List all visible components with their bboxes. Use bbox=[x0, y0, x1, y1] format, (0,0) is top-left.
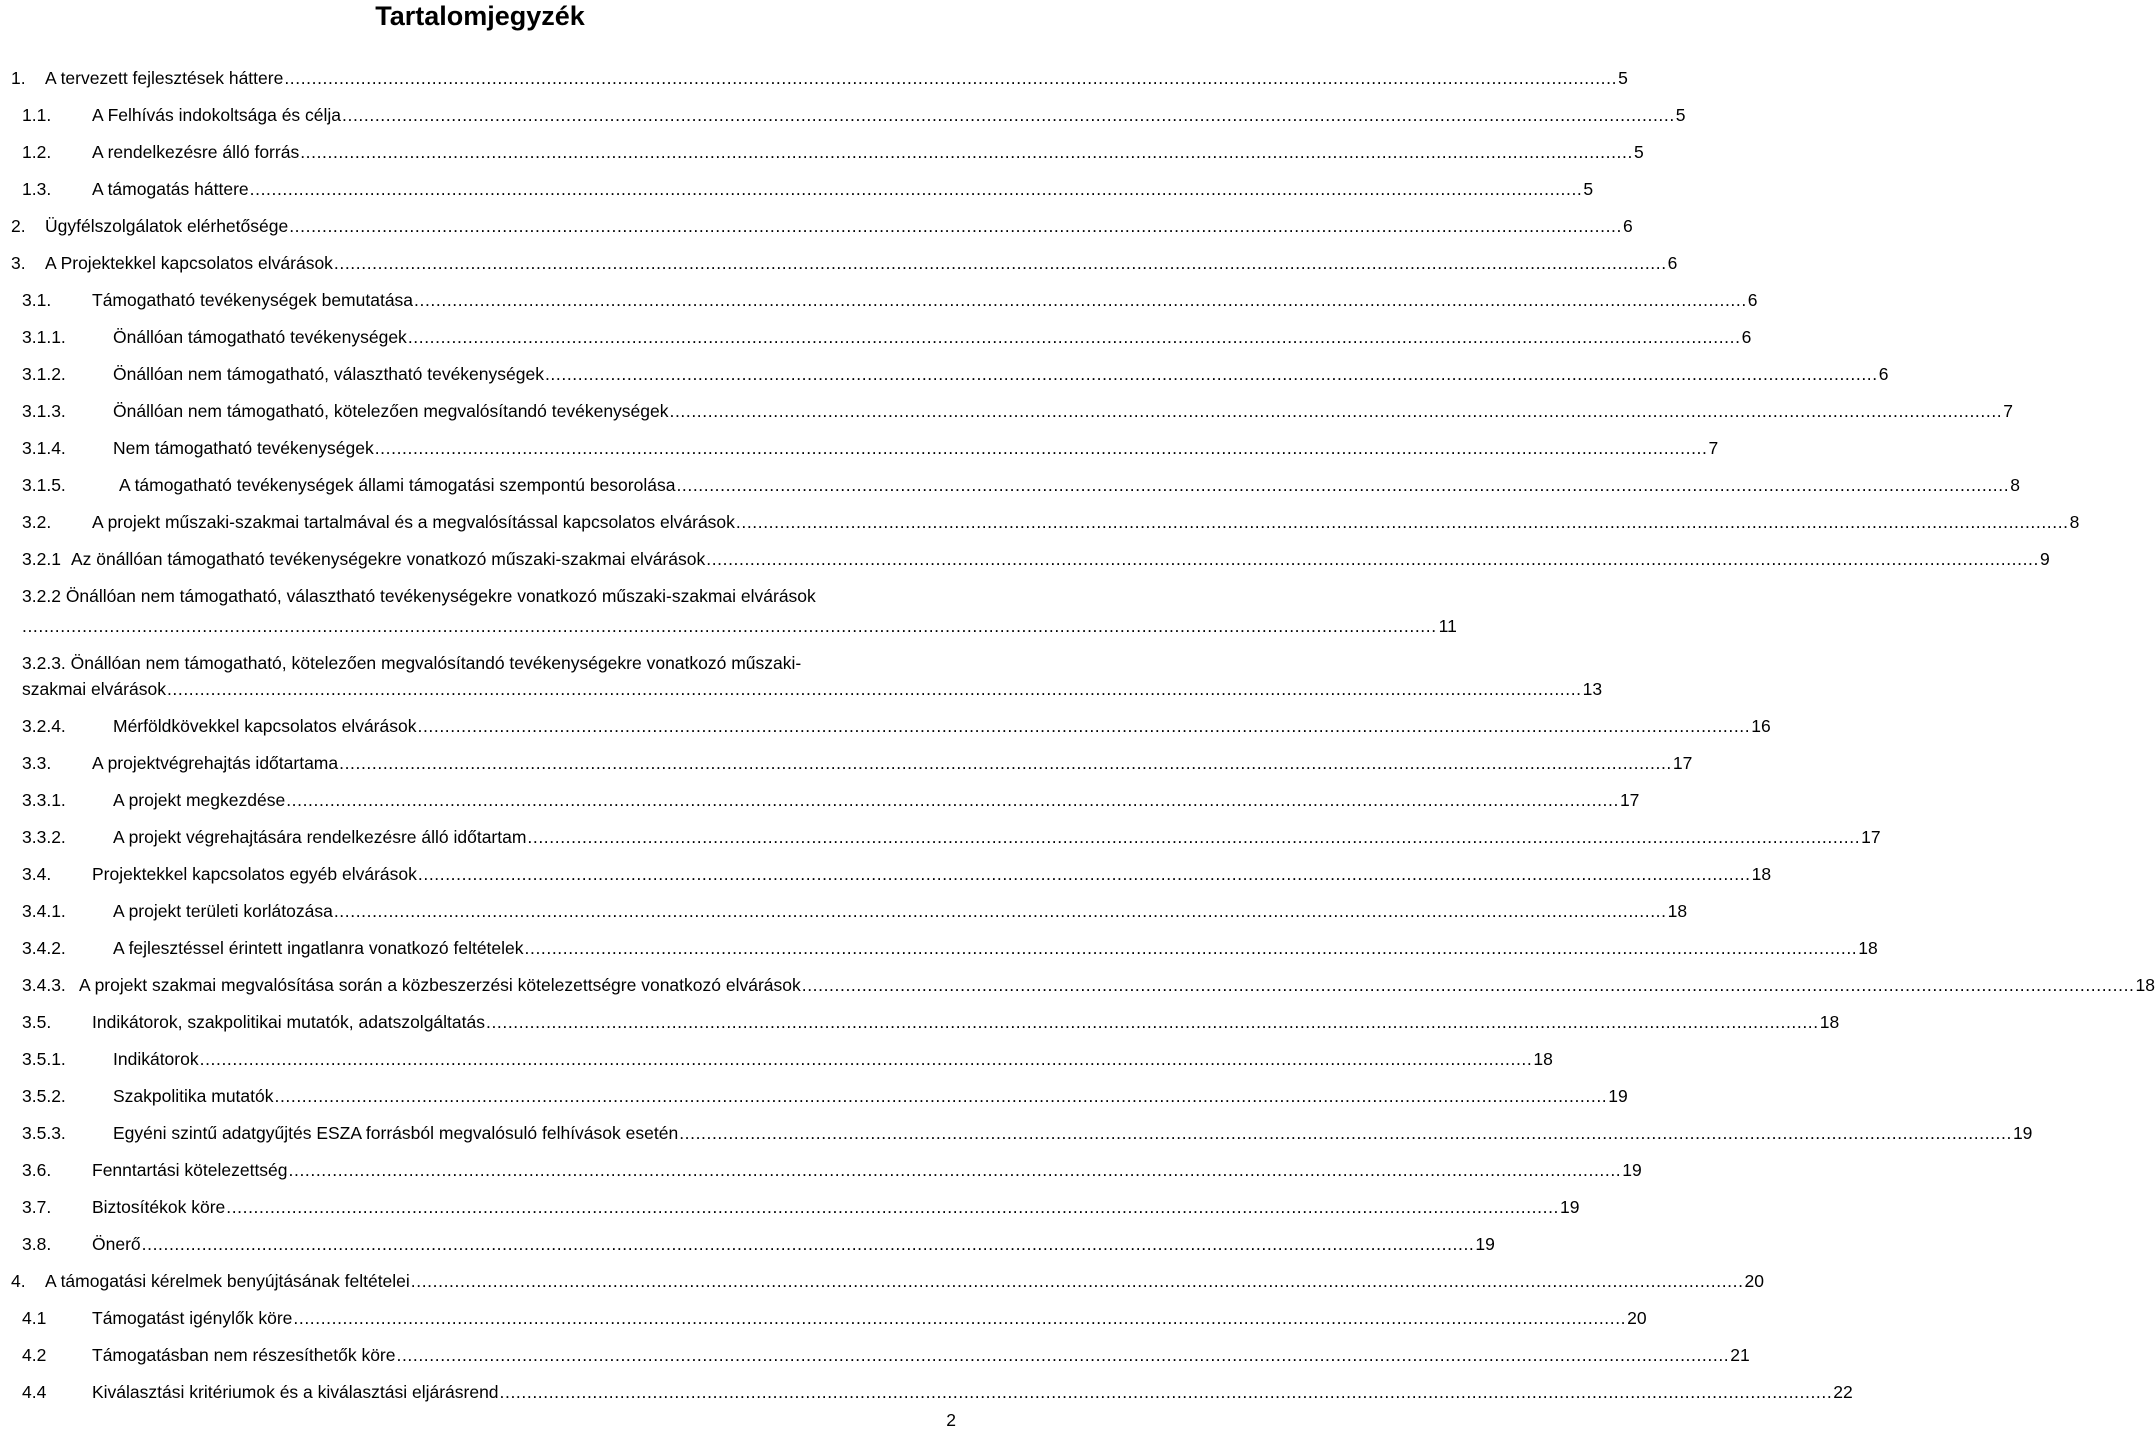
toc-title: A fejlesztéssel érintett ingatlanra vonatkozó feltételek bbox=[113, 938, 524, 958]
dot-leader: ................................................................................................................................................................................................................................................................... bbox=[166, 679, 1582, 699]
dot-leader bbox=[676, 473, 2009, 497]
toc-number: 3.1.1. bbox=[22, 327, 66, 347]
toc-page: 7 bbox=[1708, 438, 1719, 458]
toc-entry[interactable] bbox=[0, 1343, 1750, 1367]
dot-leader bbox=[339, 751, 1672, 775]
toc-page: 19 bbox=[2012, 1123, 2033, 1143]
toc-entry[interactable] bbox=[0, 899, 1688, 923]
toc-title: A támogatható tevékenységek állami támogatási szempontú besorolása bbox=[119, 475, 676, 495]
toc-entry[interactable] bbox=[0, 973, 2155, 997]
toc-number: 3.1.4. bbox=[22, 438, 66, 458]
toc-page: 5 bbox=[1633, 142, 1644, 162]
toc-entry[interactable] bbox=[0, 66, 1628, 90]
toc-entry[interactable] bbox=[0, 1158, 1642, 1182]
toc-number: 3.2.1 bbox=[22, 549, 61, 569]
toc-number: 3.4. bbox=[22, 864, 52, 884]
dot-leader bbox=[417, 714, 1750, 738]
toc-title: Indikátorok, szakpolitikai mutatók, adatszolgáltatás bbox=[92, 1012, 485, 1032]
toc-number: 3.3.1. bbox=[22, 790, 66, 810]
dot-leader bbox=[486, 1010, 1819, 1034]
toc-entry[interactable] bbox=[0, 177, 1594, 201]
toc-page: 16 bbox=[1751, 716, 1771, 736]
toc-entry[interactable] bbox=[0, 473, 2020, 497]
toc-title: A tervezett fejlesztések háttere bbox=[45, 68, 284, 88]
toc-title: Fenntartási kötelezettség bbox=[92, 1160, 288, 1180]
toc-entry[interactable] bbox=[0, 399, 2013, 423]
toc-entry[interactable] bbox=[0, 547, 2050, 571]
toc-page: 8 bbox=[2069, 512, 2080, 532]
toc-number: 3.2.3. bbox=[22, 653, 66, 673]
toc-number: 1.2. bbox=[22, 142, 52, 162]
toc-number: 3.1. bbox=[22, 290, 52, 310]
toc-title: A rendelkezésre álló forrás bbox=[92, 142, 300, 162]
toc-page: 18 bbox=[1819, 1012, 1840, 1032]
toc-title: Támogatásban nem részesíthetők köre bbox=[92, 1345, 396, 1365]
dot-leader bbox=[525, 936, 1858, 960]
toc-title: Egyéni szintű adatgyűjtés ESZA forrásból megvalósuló felhívások esetén bbox=[113, 1123, 679, 1143]
toc-page: 5 bbox=[1675, 105, 1686, 125]
toc-number: 3.4.1. bbox=[22, 901, 66, 921]
toc-page: 21 bbox=[1730, 1345, 1750, 1365]
toc-title: Indikátorok bbox=[113, 1049, 199, 1069]
toc-page: 22 bbox=[1833, 1382, 1853, 1402]
toc-entry[interactable] bbox=[0, 862, 1772, 886]
toc-number: 3.1.3. bbox=[22, 401, 66, 421]
toc-title: Támogatható tevékenységek bemutatása bbox=[92, 290, 414, 310]
dot-leader bbox=[250, 177, 1583, 201]
toc-title: A projekt területi korlátozása bbox=[113, 901, 333, 921]
toc-page: 7 bbox=[2003, 401, 2013, 421]
dot-leader bbox=[142, 1232, 1475, 1256]
dot-leader bbox=[334, 251, 1667, 275]
toc-title: Önállóan nem támogatható, választható tevékenységek bbox=[113, 364, 544, 384]
toc-title: Projektekkel kapcsolatos egyéb elvárások bbox=[92, 864, 417, 884]
toc-page: 6 bbox=[1878, 364, 1889, 384]
toc-page: 6 bbox=[1667, 253, 1678, 273]
toc-page: 18 bbox=[1533, 1049, 1553, 1069]
toc-entry[interactable] bbox=[0, 1047, 1553, 1071]
dot-leader bbox=[408, 325, 1741, 349]
toc-title: A támogatás háttere bbox=[92, 179, 249, 199]
toc-page: 19 bbox=[1475, 1234, 1495, 1254]
dot-leader bbox=[275, 1084, 1608, 1108]
toc-entry[interactable] bbox=[0, 1232, 1495, 1256]
toc-entry[interactable] bbox=[0, 140, 1644, 164]
toc-page: 17 bbox=[1619, 790, 1640, 810]
toc-number: 3. bbox=[11, 253, 26, 273]
page-title: Tartalomjegyzék bbox=[375, 1, 585, 31]
toc-title: Kiválasztási kritériumok és a kiválasztási eljárásrend bbox=[92, 1382, 499, 1402]
toc-entry[interactable] bbox=[0, 510, 2080, 534]
toc-number: 3.4.3. bbox=[22, 975, 66, 995]
dot-leader bbox=[414, 288, 1747, 312]
toc-page: 18 bbox=[1667, 901, 1688, 921]
dot-leader: ................................................................................................................................................................................................................................................................... bbox=[22, 616, 1437, 636]
toc-page: 19 bbox=[1622, 1160, 1642, 1180]
toc-entry[interactable] bbox=[0, 288, 1758, 312]
toc-title: Az önállóan támogatható tevékenységekre vonatkozó műszaki-szakmai elvárások bbox=[71, 549, 706, 569]
toc-page: 13 bbox=[1582, 679, 1603, 699]
dot-leader bbox=[411, 1269, 1744, 1293]
dot-leader bbox=[679, 1121, 2012, 1145]
dot-leader bbox=[375, 436, 1708, 460]
toc-title-line1: Önállóan nem támogatható, kötelezően megvalósítandó tevékenységekre vonatkozó műszaki- bbox=[70, 653, 802, 673]
toc-entry[interactable] bbox=[0, 436, 1719, 460]
toc-title: Biztosítékok köre bbox=[92, 1197, 226, 1217]
toc-entry[interactable] bbox=[0, 714, 1771, 738]
toc-entry[interactable] bbox=[0, 214, 1633, 238]
toc-page: 6 bbox=[1747, 290, 1758, 310]
toc-entry[interactable] bbox=[0, 362, 1889, 386]
toc-page: 17 bbox=[1861, 827, 1881, 847]
toc-number: 3.7. bbox=[22, 1197, 52, 1217]
toc-title: A projekt megkezdése bbox=[113, 790, 286, 810]
dot-leader bbox=[706, 547, 2039, 571]
toc-title: A támogatási kérelmek benyújtásának feltételei bbox=[45, 1271, 410, 1291]
toc-entry[interactable] bbox=[0, 1121, 2033, 1145]
toc-number: 4.1 bbox=[22, 1308, 47, 1328]
dot-leader bbox=[397, 1343, 1730, 1367]
toc-entry[interactable] bbox=[0, 584, 1457, 644]
toc-number: 3.4.2. bbox=[22, 938, 66, 958]
toc-number: 3.5.2. bbox=[22, 1086, 66, 1106]
toc-title: Mérföldkövekkel kapcsolatos elvárások bbox=[113, 716, 417, 736]
dot-leader bbox=[226, 1195, 1559, 1219]
toc-page: 17 bbox=[1672, 753, 1693, 773]
toc-page: 8 bbox=[2010, 475, 2020, 495]
dot-leader bbox=[418, 862, 1751, 886]
toc-number: 3.3. bbox=[22, 753, 52, 773]
toc-page: 20 bbox=[1744, 1271, 1765, 1291]
dot-leader bbox=[293, 1306, 1626, 1330]
toc-page: 18 bbox=[2135, 975, 2155, 995]
toc-title: Támogatást igénylők köre bbox=[92, 1308, 293, 1328]
dot-leader bbox=[545, 362, 1878, 386]
toc-entry[interactable] bbox=[0, 1306, 1647, 1330]
toc-title: A Felhívás indokoltsága és célja bbox=[92, 105, 342, 125]
toc-entry[interactable] bbox=[0, 825, 1881, 849]
toc-page: 18 bbox=[1751, 864, 1772, 884]
toc-title: A projekt szakmai megvalósítása során a közbeszerzési kötelezettségre vonatkozó elvárások bbox=[79, 975, 801, 995]
toc-title: Önállóan nem támogatható, kötelezően megvalósítandó tevékenységek bbox=[113, 401, 669, 421]
toc-number: 1. bbox=[11, 68, 26, 88]
dot-leader bbox=[286, 788, 1619, 812]
toc-page: 19 bbox=[1560, 1197, 1580, 1217]
toc-page: 9 bbox=[2039, 549, 2050, 569]
dot-leader bbox=[342, 103, 1675, 127]
toc-number: 4.2 bbox=[22, 1345, 47, 1365]
toc-number: 3.3.2. bbox=[22, 827, 66, 847]
dot-leader bbox=[300, 140, 1633, 164]
toc-entry[interactable] bbox=[0, 751, 1693, 775]
toc-number: 4. bbox=[11, 1271, 26, 1291]
dot-leader bbox=[802, 973, 2135, 997]
toc-title: Szakpolitika mutatók bbox=[113, 1086, 274, 1106]
toc-title: Nem támogatható tevékenységek bbox=[113, 438, 374, 458]
toc-number: 2. bbox=[11, 216, 26, 236]
toc-entry[interactable] bbox=[0, 103, 1686, 127]
toc-entry[interactable] bbox=[0, 1195, 1580, 1219]
toc-entry[interactable] bbox=[0, 325, 1752, 349]
toc-number: 3.5. bbox=[22, 1012, 52, 1032]
page-number: 2 bbox=[946, 1410, 956, 1430]
toc-entry[interactable] bbox=[0, 788, 1640, 812]
toc-page: 20 bbox=[1627, 1308, 1647, 1328]
toc-number: 4.4 bbox=[22, 1382, 47, 1402]
toc-title: Ügyfélszolgálatok elérhetősége bbox=[45, 216, 289, 236]
dot-leader bbox=[200, 1047, 1533, 1071]
toc-number: 3.5.1. bbox=[22, 1049, 66, 1069]
dot-leader bbox=[284, 66, 1617, 90]
toc-title: Önállóan támogatható tevékenységek bbox=[113, 327, 407, 347]
toc-number: 3.8. bbox=[22, 1234, 52, 1254]
toc-number: 3.5.3. bbox=[22, 1123, 66, 1143]
toc-title: Önállóan nem támogatható, választható tevékenységekre vonatkozó műszaki-szakmai elvárások bbox=[65, 586, 816, 606]
toc-title: A Projektekkel kapcsolatos elvárások bbox=[45, 253, 333, 273]
toc-page: 6 bbox=[1622, 216, 1633, 236]
dot-leader bbox=[500, 1380, 1833, 1404]
toc-page: 5 bbox=[1618, 68, 1628, 88]
toc-page: 19 bbox=[1608, 1086, 1628, 1106]
toc-entry[interactable] bbox=[0, 1084, 1628, 1108]
dot-leader bbox=[289, 1158, 1622, 1182]
toc-entry[interactable] bbox=[0, 1380, 1853, 1404]
dot-leader bbox=[736, 510, 2069, 534]
dot-leader bbox=[670, 399, 2003, 423]
toc-title: A projektvégrehajtás időtartama bbox=[92, 753, 339, 773]
toc-number: 3.2.4. bbox=[22, 716, 66, 736]
toc-entry[interactable] bbox=[0, 936, 1878, 960]
toc-entry[interactable] bbox=[0, 251, 1678, 275]
toc-number: 1.1. bbox=[22, 105, 52, 125]
toc-title: A projekt végrehajtására rendelkezésre álló időtartam bbox=[113, 827, 527, 847]
toc-title: A projekt műszaki-szakmai tartalmával és a megvalósítással kapcsolatos elvárások bbox=[92, 512, 735, 532]
toc-page: 6 bbox=[1741, 327, 1752, 347]
toc-page: 11 bbox=[1438, 616, 1457, 636]
toc-number: 3.2. bbox=[22, 512, 52, 532]
toc-number: 3.2.2 bbox=[22, 586, 61, 606]
toc-title-line2: szakmai elvárások bbox=[22, 679, 166, 699]
toc-number: 1.3. bbox=[22, 179, 52, 199]
toc-title: Önerő bbox=[92, 1234, 141, 1254]
dot-leader bbox=[289, 214, 1622, 238]
toc-number: 3.1.2. bbox=[22, 364, 66, 384]
toc-page: 18 bbox=[1858, 938, 1878, 958]
dot-leader bbox=[527, 825, 1860, 849]
toc-entry[interactable] bbox=[0, 1269, 1765, 1293]
toc-entry[interactable] bbox=[0, 651, 1603, 711]
toc-entry[interactable] bbox=[0, 1010, 1840, 1034]
dot-leader bbox=[334, 899, 1667, 923]
toc-page: 5 bbox=[1583, 179, 1594, 199]
toc-number: 3.1.5. bbox=[22, 475, 66, 495]
toc-number: 3.6. bbox=[22, 1160, 52, 1180]
